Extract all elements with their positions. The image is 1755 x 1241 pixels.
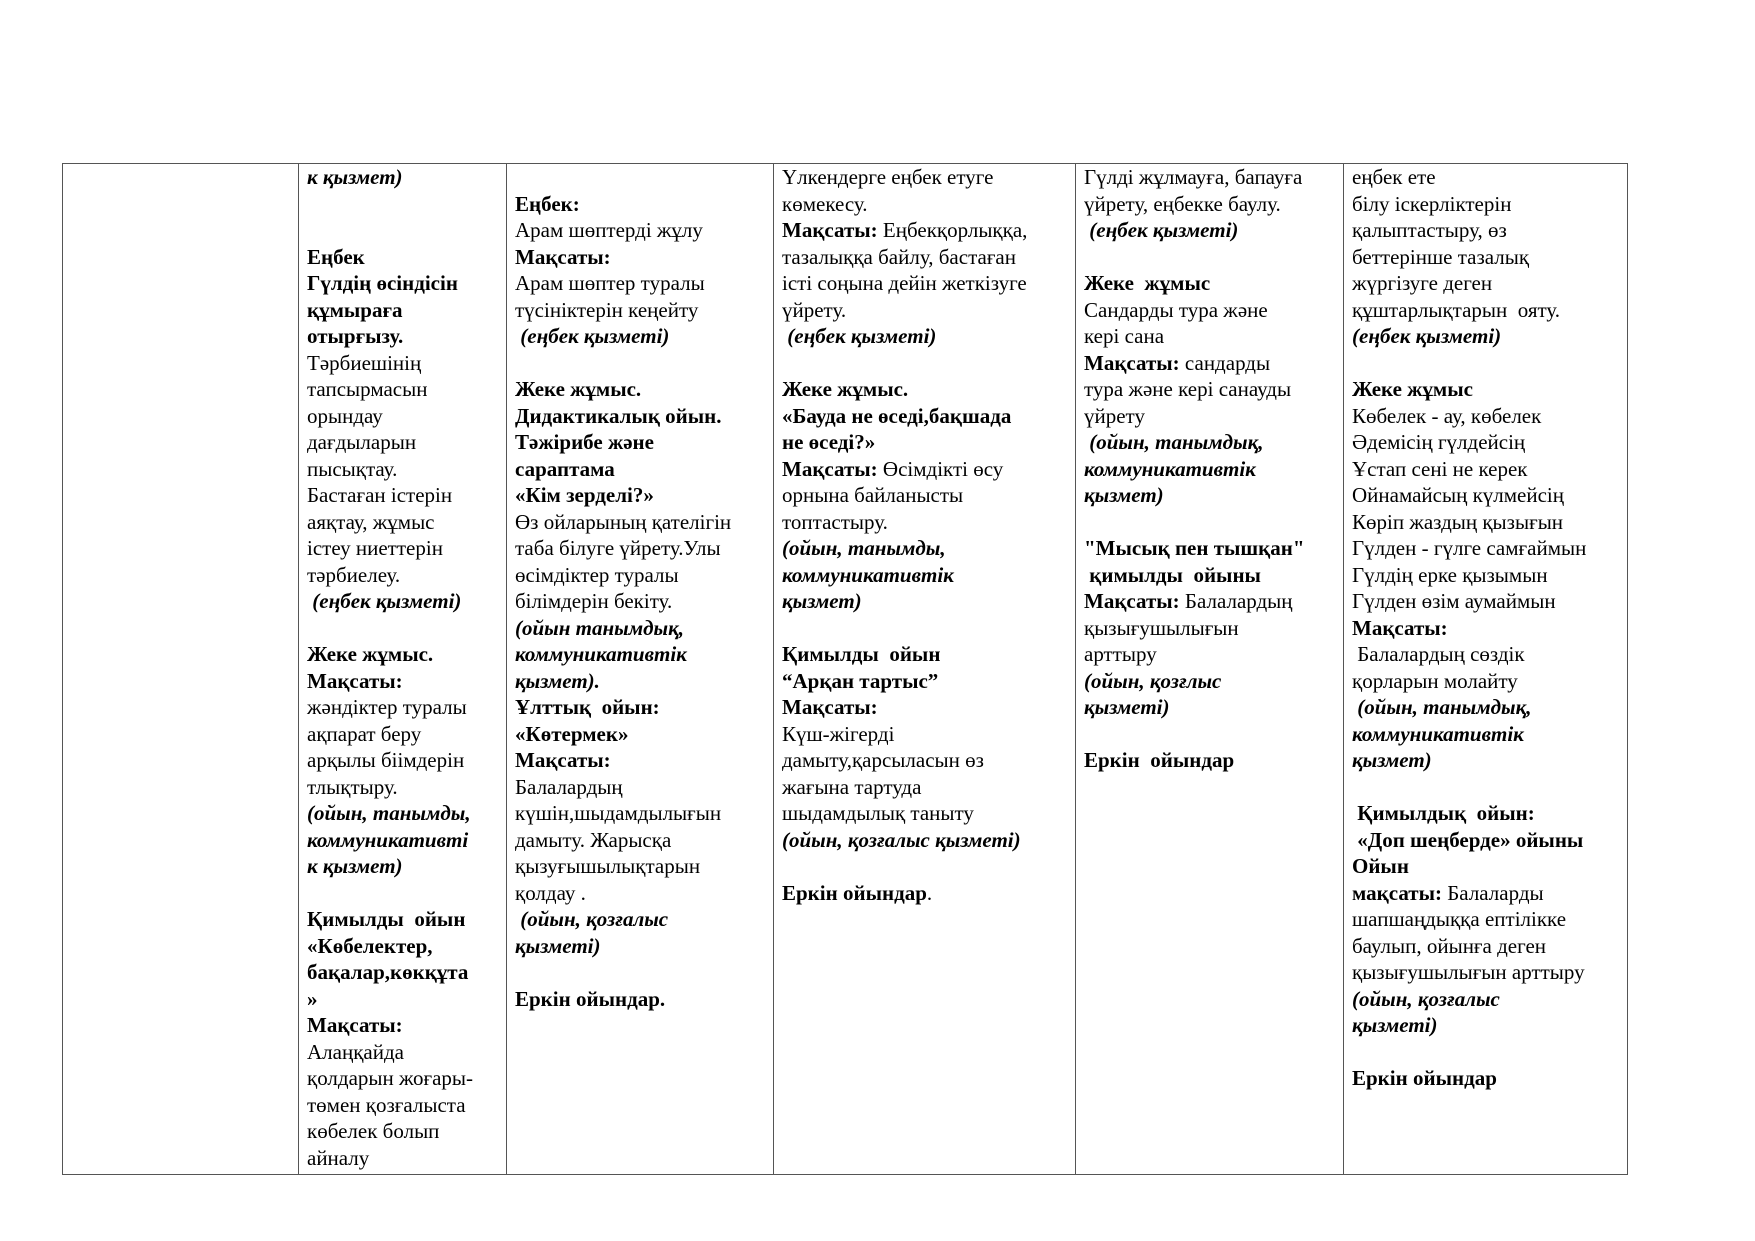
cell-text-line: к қызмет) [307, 854, 403, 878]
blank-line [515, 350, 765, 377]
cell-text-line: айналу [307, 1145, 370, 1170]
cell-text-line: Гүлден - гүлге самғаймын [1352, 536, 1587, 560]
cell-text-line: жағына тартуда [782, 774, 922, 799]
table-cell-0 [63, 164, 299, 1175]
cell-text-line: коммуникативтік [782, 562, 954, 587]
cell-text-line: Тәрбиешінің [307, 350, 422, 375]
cell-text-line: (ойын, қозғалыс [1352, 986, 1500, 1011]
blank-line [1352, 774, 1619, 801]
cell-text-line: коммуникативтік [1352, 721, 1524, 746]
cell-text-line: Өз ойларының қателігін [515, 509, 732, 534]
cell-text-line: арттыру [1084, 642, 1157, 666]
cell-text-line: төмен қозғалыста [307, 1092, 466, 1117]
cell-text-line: Жеке жұмыс. [782, 377, 909, 401]
blank-line [307, 880, 498, 907]
cell-text-line: қалыптастыру, өз [1352, 218, 1507, 242]
cell-text-line: еңбек ете [1352, 165, 1436, 189]
cell-text-line: қызығушылығын [1084, 615, 1239, 640]
cell-text-line: Мақсаты: [782, 695, 878, 719]
cell-text-line: шапшаңдыққа ептілікке [1352, 907, 1567, 931]
cell-text-line: көбелек болып [307, 1119, 440, 1143]
cell-text-line: Мақсаты: [515, 244, 611, 269]
cell-text-line: білімдерін бекіту. [515, 589, 673, 613]
cell-text-line: істеу ниеттерін [307, 536, 443, 560]
cell-text-line: Қимылды ойын [782, 642, 941, 666]
cell-text-line: Жеке жұмыс. [515, 377, 642, 401]
cell-text-line [1352, 880, 1619, 907]
cell-text-line: (ойын, қозғалыс [515, 907, 669, 931]
cell-text-line: к қызмет) [307, 165, 403, 189]
cell-text-line: «Бауда не өседі,бақшада [782, 403, 1012, 428]
label-bold: Мақсаты: [1084, 589, 1180, 613]
cell-text-line [1084, 350, 1335, 377]
cell-text-line: орнына байланысты [782, 483, 964, 507]
cell-text-line: “Арқан тартыс” [782, 668, 939, 693]
cell-text-line: бақалар,көкқұта [307, 960, 469, 984]
cell-text-line: қызметі) [515, 933, 601, 958]
cell-text-line: тура және кері санауды [1084, 377, 1292, 401]
cell-text-line: құмыраға [307, 297, 403, 322]
cell-text-line: (ойын, танымдық, [1352, 695, 1532, 719]
cell-text-line: арқылы біімдерін [307, 748, 465, 772]
cell-text-line: Еркін ойындар [1352, 1066, 1497, 1090]
cell-text-line: өсімдіктер туралы [515, 562, 679, 587]
cell-text-line: қызуғышылықтарын [515, 854, 701, 878]
label-text: Балалардың [1179, 589, 1293, 613]
cell-text-line: Еркін ойындар. [515, 986, 666, 1011]
cell-text-line: коммуникативтік [1084, 456, 1256, 481]
table-cell-5 [1344, 164, 1628, 1175]
blank-line [782, 615, 1067, 642]
cell-text-line: Мақсаты: [1352, 615, 1448, 640]
cell-text-line: Еңбек: [515, 191, 580, 216]
cell-text-line: үйрету [1084, 403, 1145, 428]
table-cell-3 [774, 164, 1076, 1175]
blank-line [1084, 509, 1335, 536]
cell-text-line: » [307, 986, 318, 1011]
label-bold: мақсаты: [1352, 880, 1442, 905]
cell-text-line: Арам шөптер туралы [515, 271, 705, 295]
cell-text-line: Үлкендерге еңбек етуге [782, 165, 994, 189]
table-cell-2 [507, 164, 774, 1175]
table-cell-1 [299, 164, 507, 1175]
cell-text-line: тлықтыру. [307, 774, 398, 799]
cell-text-line: (еңбек қызметі) [515, 324, 670, 348]
cell-text-line: Ойын [1352, 854, 1409, 878]
cell-text-line [782, 456, 1067, 483]
cell-text-line: қызмет) [782, 589, 862, 613]
cell-text-line: Еркін ойындар [1084, 748, 1235, 772]
label-bold: Мақсаты: [782, 218, 878, 242]
cell-text-line: Көбелек - ау, көбелек [1352, 403, 1542, 428]
cell-text-line: топтастыру. [782, 509, 888, 534]
cell-text-line: коммуникативтік [515, 642, 687, 666]
cell-text-line: (ойын, танымды, [307, 801, 471, 825]
cell-text-line: сараптама [515, 456, 615, 481]
cell-text-line: дамыту,қарсыласын өз [782, 748, 984, 772]
cell-text-line: Мақсаты: [307, 668, 403, 693]
cell-text-line: тазалыққа байлу, бастаған [782, 244, 1016, 269]
cell-text-line: дамыту. Жарысқа [515, 827, 672, 852]
table-cell-4 [1076, 164, 1344, 1175]
cell-text-line: қимылды ойыны [1084, 562, 1261, 587]
cell-text-line: «Көтермек» [515, 721, 629, 746]
cell-text-line: «Көбелектер, [307, 933, 433, 958]
cell-text-line: Балалардың [515, 774, 623, 799]
cell-text-line: қызметі) [1084, 695, 1170, 719]
label-text: Еңбекқорлыққа, [877, 218, 1028, 242]
cell-text-line: Дидактикалық ойын. [515, 403, 722, 428]
cell-text-line: (еңбек қызметі) [1084, 218, 1239, 242]
cell-text-line: Балалардың сөздік [1352, 642, 1525, 666]
cell-text-line: Көріп жаздың қызығын [1352, 509, 1564, 534]
blank-line [1084, 244, 1335, 271]
cell-text-line: жәндіктер туралы [307, 695, 467, 719]
cell-text-line: Арам шөптерді жұлу [515, 218, 703, 242]
cell-text-line: (еңбек қызметі) [782, 324, 937, 348]
cell-text-line: Еңбек [307, 244, 365, 269]
cell-text-line: қызмет) [1352, 748, 1432, 772]
cell-text-line: күшін,шыдамдылығын [515, 801, 722, 825]
cell-text-line: дағдыларын [307, 430, 417, 454]
cell-text-line: Мақсаты: [515, 748, 611, 772]
cell-text-line: Гүлден өзім аумаймын [1352, 589, 1556, 613]
cell-text-line: Жеке жұмыс [1084, 271, 1211, 295]
label-text: Өсімдікті өсу [877, 456, 1004, 481]
cell-text-line: Қимылды ойын [307, 907, 466, 931]
cell-text-line: қызығушылығын арттыру [1352, 960, 1585, 984]
cell-text-line: Гүлдің ерке қызымын [1352, 562, 1548, 587]
cell-text-line: Бастаған істерін [307, 483, 453, 507]
cell-text-line: Жеке жұмыс [1352, 377, 1473, 401]
cell-text-line: Жеке жұмыс. [307, 642, 434, 666]
cell-text-line: Ұстап сені не керек [1352, 456, 1528, 481]
cell-text-line: Қимылдық ойын: [1352, 801, 1535, 825]
cell-text-line: аяқтау, жұмыс [307, 509, 435, 534]
cell-text-line: Ұлттық ойын: [515, 695, 660, 719]
cell-text-line: (еңбек қызметі) [307, 589, 462, 613]
cell-text-line: түсініктерін кеңейту [515, 297, 699, 322]
cell-text-line: құштарлықтарын ояту. [1352, 297, 1561, 322]
cell-text-line: "Мысық пен тышқан" [1084, 536, 1305, 560]
label-bold: Еркін ойындар [782, 880, 927, 905]
label-text: . [926, 880, 933, 905]
cell-text-line [782, 217, 1067, 244]
cell-text-line: қызмет) [1084, 483, 1164, 507]
blank-line [307, 191, 498, 218]
cell-text-line: Алаңқайда [307, 1039, 404, 1064]
cell-text-line: отырғызу. [307, 324, 404, 348]
cell-text-line: істі соңына дейін жеткізуге [782, 271, 1027, 295]
table-row [63, 164, 1628, 1175]
blank-line [1352, 1039, 1619, 1066]
cell-text-line: коммуникативті [307, 827, 469, 852]
cell-text-line: қызметі) [1352, 1013, 1438, 1037]
blank-line [1352, 350, 1619, 377]
cell-text-line: (ойын, танымдық, [1084, 430, 1264, 454]
blank-line [782, 853, 1067, 880]
label-bold: Мақсаты: [782, 456, 878, 481]
blank-line [515, 164, 765, 191]
cell-text-line: (ойын, танымды, [782, 536, 946, 560]
cell-text-line: қызмет). [515, 668, 600, 693]
blank-line [515, 959, 765, 986]
cell-text-line: не өседі?» [782, 430, 876, 454]
cell-text-line: Тәжірибе және [515, 430, 654, 454]
cell-text-line: қолдау . [515, 880, 586, 905]
cell-text-line: (ойын танымдық, [515, 615, 684, 640]
cell-text-line: кері сана [1084, 324, 1165, 348]
cell-text-line: беттерінше тазалық [1352, 244, 1530, 269]
cell-text-line: Күш-жігерді [782, 721, 895, 746]
blank-line [782, 350, 1067, 377]
cell-text-line: (ойын, қозғлыс [1084, 668, 1222, 693]
cell-text-line: «Кім зерделі?» [515, 483, 654, 507]
cell-text-line: Мақсаты: [307, 1013, 403, 1037]
cell-text-line: ақпарат беру [307, 721, 422, 746]
cell-text-line: шыдамдылық таныту [782, 801, 974, 825]
blank-line [307, 217, 498, 244]
cell-text-line: қорларын молайту [1352, 668, 1518, 693]
cell-text-line: жүргізуге деген [1352, 271, 1493, 295]
cell-text-line [782, 880, 1067, 907]
cell-text-line: пысықтау. [307, 456, 398, 481]
cell-text-line: үйрету, еңбекке баулу. [1084, 191, 1281, 216]
cell-text-line: көмекесу. [782, 191, 868, 216]
cell-text-line: қолдарын жоғары- [307, 1066, 474, 1090]
cell-text-line: үйрету. [782, 297, 847, 322]
cell-text-line: (еңбек қызметі) [1352, 324, 1502, 348]
blank-line [307, 615, 498, 642]
cell-text-line: баулып, ойынға деген [1352, 933, 1547, 958]
cell-text-line [1084, 588, 1335, 615]
label-text: Балаларды [1442, 880, 1544, 905]
label-bold: Мақсаты: [1084, 350, 1180, 375]
cell-text-line: білу іскерліктерін [1352, 191, 1512, 216]
cell-text-line: Сандарды тура және [1084, 297, 1268, 322]
label-text: сандарды [1179, 350, 1271, 375]
cell-text-line: (ойын, қозғалыс қызметі) [782, 827, 1021, 852]
plan-table [62, 163, 1628, 1175]
cell-text-line: тәрбиелеу. [307, 562, 401, 587]
blank-line [1084, 721, 1335, 748]
cell-text-line: Гүлді жұлмауға, бапауға [1084, 165, 1303, 189]
cell-text-line: «Доп шеңберде» ойыны [1352, 827, 1584, 852]
cell-text-line: Ойнамайсың күлмейсің [1352, 483, 1565, 507]
cell-text-line: таба білуге үйрету.Улы [515, 536, 721, 560]
cell-text-line: тапсырмасын [307, 377, 428, 401]
cell-text-line: орындау [307, 403, 383, 428]
cell-text-line: Әдемісің гүлдейсің [1352, 430, 1526, 454]
cell-text-line: Гүлдің өсіндісін [307, 271, 458, 295]
